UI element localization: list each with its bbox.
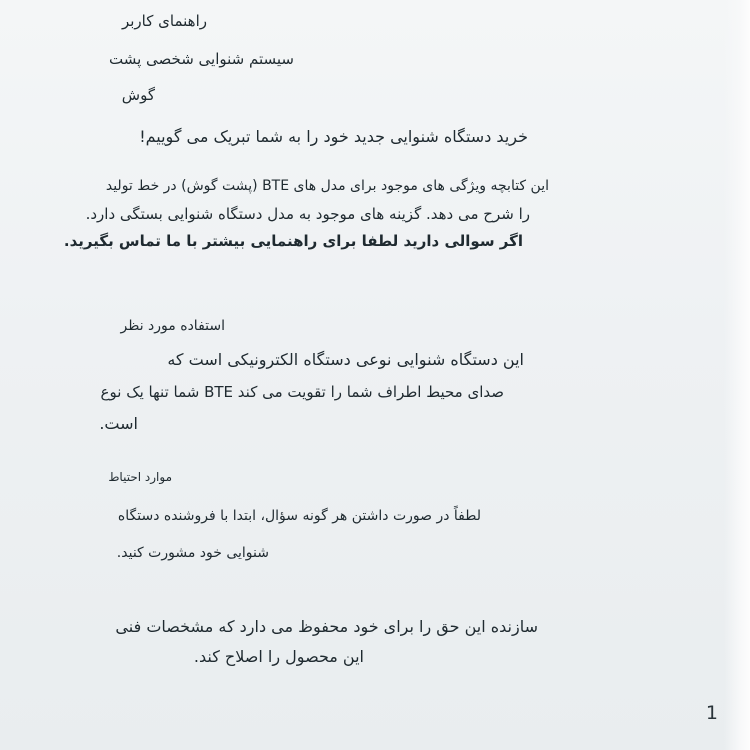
disclaimer-line-2: این محصول را اصلاح کند. xyxy=(193,647,364,666)
header-line-3: گوش xyxy=(121,86,155,104)
intro-line-2: را شرح می دهد. گزینه های موجود به مدل دستگاه شنوایی بستگی دارد. xyxy=(85,205,530,223)
header-line-2: سیستم شنوایی شخصی پشت xyxy=(108,50,294,68)
header-line-1: راهنمای کاربر xyxy=(121,12,207,30)
intro-line-1: این کتابچه ویژگی های موجود برای مدل های BTE (پشت گوش) در خط تولید xyxy=(105,178,549,194)
paper-edge xyxy=(724,0,750,750)
page-number: 1 xyxy=(705,702,718,724)
intended-use-line-1: این دستگاه شنوایی نوعی دستگاه الکترونیکی است که xyxy=(167,350,524,369)
precautions-line-1: لطفاً در صورت داشتن هر گونه سؤال، ابتدا با فروشنده دستگاه xyxy=(117,508,481,524)
intended-use-line-3: است. xyxy=(99,414,138,433)
disclaimer-line-1: سازنده این حق را برای خود محفوظ می دارد که مشخصات فنی xyxy=(115,617,538,636)
intro-headline: خرید دستگاه شنوایی جدید خود را به شما تبریک می گوییم! xyxy=(139,127,528,146)
precautions-line-2: شنوایی خود مشورت کنید. xyxy=(116,545,269,561)
precautions-heading: موارد احتیاط xyxy=(108,470,172,484)
intended-use-line-2: صدای محیط اطراف شما را تقویت می کند BTE شما تنها یک نوع xyxy=(100,383,504,401)
intended-use-heading: استفاده مورد نظر xyxy=(120,318,225,334)
intro-line-3: اگر سوالی دارید لطفا برای راهنمایی بیشتر با ما تماس بگیرید. xyxy=(63,232,523,250)
